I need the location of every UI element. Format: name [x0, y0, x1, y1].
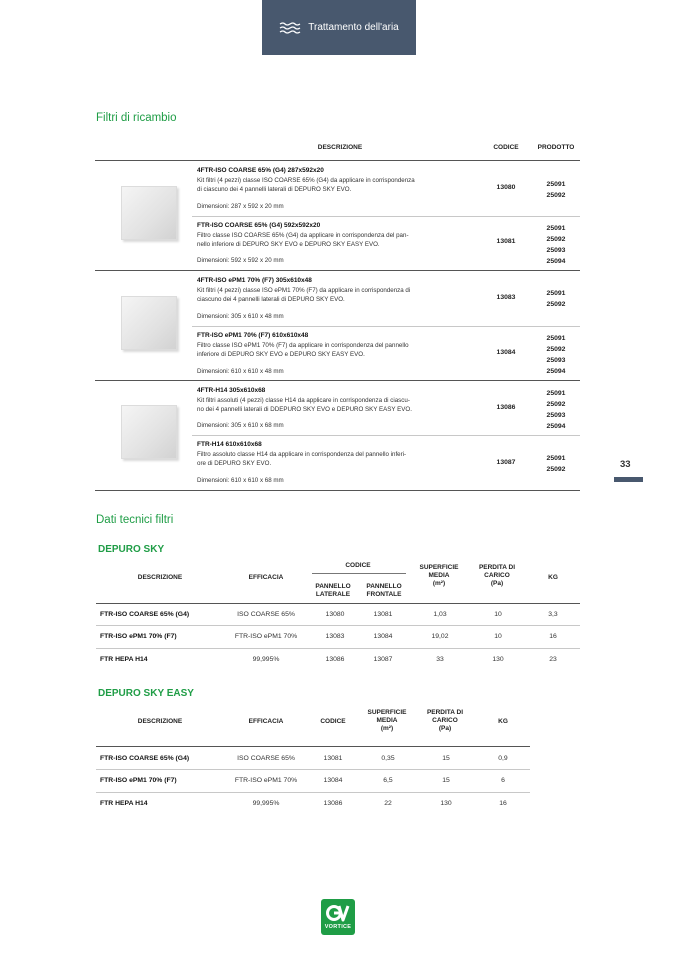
- filter-code: 13084: [496, 349, 516, 356]
- list-item: [197, 166, 475, 210]
- cell-kg: 0,9: [498, 755, 508, 762]
- header-title: Trattamento dell'aria: [308, 22, 399, 33]
- cell-superficie: 33: [436, 656, 444, 663]
- cell-efficacia: FTR-ISO ePM1 70%: [234, 633, 298, 640]
- th-pannello-frontale: [360, 583, 408, 599]
- cell-kg: 16: [499, 800, 507, 807]
- filter-image-h14: [121, 405, 177, 459]
- th-line: SUPERFICIE: [367, 709, 407, 716]
- col-header-prodotto: PRODOTTO: [537, 144, 575, 151]
- product-codes: [533, 223, 579, 267]
- cell-perdita: 130: [492, 656, 504, 663]
- product-code: 25091: [546, 390, 566, 397]
- filter-image-f7: [121, 296, 177, 350]
- product-code: 25091: [546, 455, 566, 462]
- row-divider: [192, 216, 580, 217]
- product-codes: [533, 333, 579, 377]
- filter-description-line: Filtro assoluto classe H14 da applicare in corrispondenza del pannello inferi-: [197, 450, 407, 458]
- row-divider: [96, 792, 530, 793]
- table-bottom-rule: [95, 490, 580, 491]
- cell-descrizione: FTR-ISO COARSE 65% (G4): [100, 611, 190, 618]
- cell-frontale: 13084: [373, 633, 393, 640]
- th-kg: KG: [548, 574, 558, 581]
- cell-kg: 3,3: [548, 611, 558, 618]
- th-line: FRONTALE: [366, 591, 402, 598]
- air-waves-icon: [279, 21, 301, 35]
- th-descrizione: DESCRIZIONE: [137, 574, 183, 581]
- cell-kg: 16: [549, 633, 557, 640]
- th-line: (m²): [432, 580, 446, 587]
- product-codes: [533, 453, 579, 475]
- filter-description-line: di ciascuno dei 4 pannelli laterali di DEPURO SKY EVO.: [197, 186, 352, 193]
- filter-code: 13087: [496, 459, 516, 466]
- cell-perdita: 15: [442, 755, 450, 762]
- product-code: 25092: [546, 192, 566, 199]
- th-perdita: [418, 709, 472, 733]
- th-line: LATERALE: [315, 591, 351, 598]
- page-number: 33: [620, 459, 631, 470]
- filter-title: 4FTR-ISO ePM1 70% (F7) 305x610x48: [197, 277, 312, 284]
- cell-efficacia: ISO COARSE 65%: [237, 755, 295, 762]
- cell-superficie: 19,02: [431, 633, 449, 640]
- tech-data-title: Dati tecnici filtri: [96, 514, 174, 526]
- cell-frontale: 13087: [373, 656, 393, 663]
- filter-description-line: no dei 4 pannelli laterali di DDEPURO SKY EVO e DEPURO SKY EASY EVO.: [197, 406, 412, 413]
- product-code: 25091: [546, 225, 566, 232]
- th-line: (m²): [380, 725, 394, 732]
- table-header-rule: [96, 746, 530, 747]
- th-line: PERDITA DI: [478, 564, 516, 571]
- list-item: [197, 221, 475, 264]
- th-line: CARICO: [484, 572, 510, 579]
- filter-title: 4FTR-H14 305x610x68: [197, 387, 266, 394]
- section-header-tab: [262, 0, 416, 55]
- spare-filters-title: Filtri di ricambio: [96, 112, 177, 124]
- cell-kg: 23: [549, 656, 557, 663]
- product-code: 25091: [546, 181, 566, 188]
- product-code: 25093: [546, 357, 566, 364]
- th-superficie: [412, 564, 466, 588]
- cell-perdita: 10: [494, 611, 502, 618]
- product-code: 25094: [546, 368, 566, 375]
- cell-descrizione: FTR-ISO ePM1 70% (F7): [100, 777, 177, 784]
- vortice-logo: [321, 899, 355, 935]
- cell-descrizione: FTR HEPA H14: [100, 800, 148, 807]
- cell-frontale: 13081: [373, 611, 393, 618]
- cell-descrizione: FTR-ISO ePM1 70% (F7): [100, 633, 177, 640]
- product-code: 25092: [546, 301, 566, 308]
- cell-laterale: 13080: [325, 611, 345, 618]
- cell-efficacia: 99,995%: [252, 800, 280, 807]
- th-line: PANNELLO: [366, 583, 402, 590]
- product-code: 25092: [546, 346, 566, 353]
- th-line: MEDIA: [376, 717, 398, 724]
- filter-title: FTR-H14 610x610x68: [197, 441, 262, 448]
- filter-description-line: Filtro classe ISO ePM1 70% (F7) da applicare in corrispondenza del pannello: [197, 341, 409, 349]
- depuro-sky-easy-title: DEPURO SKY EASY: [98, 688, 194, 699]
- cell-efficacia: 99,995%: [252, 656, 280, 663]
- row-divider: [96, 648, 580, 649]
- product-code: 25091: [546, 335, 566, 342]
- filter-title: FTR-ISO COARSE 65% (G4) 592x592x20: [197, 222, 321, 229]
- cell-efficacia: FTR-ISO ePM1 70%: [234, 777, 298, 784]
- cell-efficacia: ISO COARSE 65%: [237, 611, 295, 618]
- product-codes: [533, 288, 579, 310]
- product-code: 25094: [546, 258, 566, 265]
- cell-kg: 6: [501, 777, 505, 784]
- filter-dimensions: Dimensioni: 610 x 610 x 48 mm: [197, 368, 284, 375]
- filter-description-line: Filtro classe ISO COARSE 65% (G4) da applicare in corrispondenza del pan-: [197, 231, 409, 239]
- cell-codice: 13084: [323, 777, 343, 784]
- filter-code: 13081: [496, 238, 516, 245]
- logo-text: VORTICE: [324, 924, 352, 930]
- th-line: (Pa): [438, 725, 452, 732]
- product-code: 25093: [546, 247, 566, 254]
- filter-description-line: inferiore di DEPURO SKY EVO e DEPURO SKY EASY EVO.: [197, 351, 365, 358]
- row-divider: [192, 326, 580, 327]
- table-header-rule: [96, 603, 580, 604]
- cell-superficie: 6,5: [383, 777, 393, 784]
- codice-underline: [312, 573, 406, 574]
- filter-code: 13086: [496, 404, 516, 411]
- row-divider: [192, 435, 580, 436]
- th-superficie: [360, 709, 414, 733]
- cell-laterale: 13086: [325, 656, 345, 663]
- filter-description-line: Kit filtri assoluti (4 pezzi) classe H14 da applicare in corrispondenza di ciascu-: [197, 396, 410, 404]
- cell-codice: 13086: [323, 800, 343, 807]
- filter-description-line: nello inferiore di DEPURO SKY EVO e DEPURO SKY EASY EVO.: [197, 241, 380, 248]
- cell-laterale: 13083: [325, 633, 345, 640]
- product-code: 25092: [546, 401, 566, 408]
- th-line: MEDIA: [428, 572, 450, 579]
- group-divider: [95, 270, 580, 271]
- group-divider: [95, 380, 580, 381]
- th-efficacia: EFFICACIA: [248, 718, 284, 725]
- vortice-logo-icon: [326, 903, 350, 923]
- th-line: PANNELLO: [315, 583, 351, 590]
- list-item: [197, 440, 475, 484]
- product-code: 25091: [546, 290, 566, 297]
- list-item: [197, 331, 475, 375]
- depuro-sky-title: DEPURO SKY: [98, 544, 165, 555]
- filter-description-line: ore di DEPURO SKY EVO.: [197, 460, 272, 467]
- filter-code: 13080: [496, 184, 516, 191]
- filter-dimensions: Dimensioni: 610 x 610 x 68 mm: [197, 477, 284, 484]
- cell-descrizione: FTR HEPA H14: [100, 656, 148, 663]
- th-codice: CODICE: [320, 718, 346, 725]
- cell-descrizione: FTR-ISO COARSE 65% (G4): [100, 755, 190, 762]
- product-code: 25093: [546, 412, 566, 419]
- filter-description-line: Kit filtri (4 pezzi) classe ISO COARSE 65% (G4) da applicare in corrispondenza: [197, 176, 415, 184]
- col-header-descrizione: DESCRIZIONE: [317, 144, 363, 151]
- row-divider: [96, 625, 580, 626]
- cell-superficie: 22: [384, 800, 392, 807]
- filter-title: FTR-ISO ePM1 70% (F7) 610x610x48: [197, 332, 309, 339]
- th-line: (Pa): [490, 580, 504, 587]
- product-code: 25092: [546, 466, 566, 473]
- product-codes: [533, 388, 579, 432]
- filter-code: 13083: [496, 294, 516, 301]
- filter-description-line: Kit filtri (4 pezzi) classe ISO ePM1 70% (F7) da applicare in corrispondenza di: [197, 286, 411, 294]
- cell-perdita: 130: [440, 800, 452, 807]
- product-code: 25094: [546, 423, 566, 430]
- th-descrizione: DESCRIZIONE: [137, 718, 183, 725]
- list-item: [197, 386, 475, 429]
- filter-image-g4: [121, 186, 177, 240]
- th-pannello-laterale: [310, 583, 356, 599]
- filter-description-line: ciascuno dei 4 pannelli laterali di DEPURO SKY EVO.: [197, 296, 345, 303]
- product-code: 25092: [546, 236, 566, 243]
- list-item: [197, 276, 475, 320]
- filter-dimensions: Dimensioni: 305 x 610 x 48 mm: [197, 313, 284, 320]
- filter-title: 4FTR-ISO COARSE 65% (G4) 287x592x20: [197, 167, 324, 174]
- th-perdita: [470, 564, 524, 588]
- filter-dimensions: Dimensioni: 287 x 592 x 20 mm: [197, 203, 284, 210]
- cell-superficie: 0,35: [381, 755, 395, 762]
- col-header-codice: CODICE: [493, 144, 519, 151]
- filter-dimensions: Dimensioni: 305 x 610 x 68 mm: [197, 422, 284, 429]
- table-top-rule: [95, 160, 580, 161]
- th-codice: CODICE: [345, 562, 371, 569]
- row-divider: [96, 769, 530, 770]
- th-kg: KG: [498, 718, 508, 725]
- th-line: PERDITA DI: [426, 709, 464, 716]
- cell-codice: 13081: [323, 755, 343, 762]
- th-efficacia: EFFICACIA: [248, 574, 284, 581]
- cell-perdita: 10: [494, 633, 502, 640]
- cell-superficie: 1,03: [433, 611, 447, 618]
- th-line: SUPERFICIE: [419, 564, 459, 571]
- th-line: CARICO: [432, 717, 458, 724]
- cell-perdita: 15: [442, 777, 450, 784]
- page-marker-bar: [614, 477, 643, 482]
- filter-dimensions: Dimensioni: 592 x 592 x 20 mm: [197, 257, 284, 264]
- product-codes: [533, 179, 579, 201]
